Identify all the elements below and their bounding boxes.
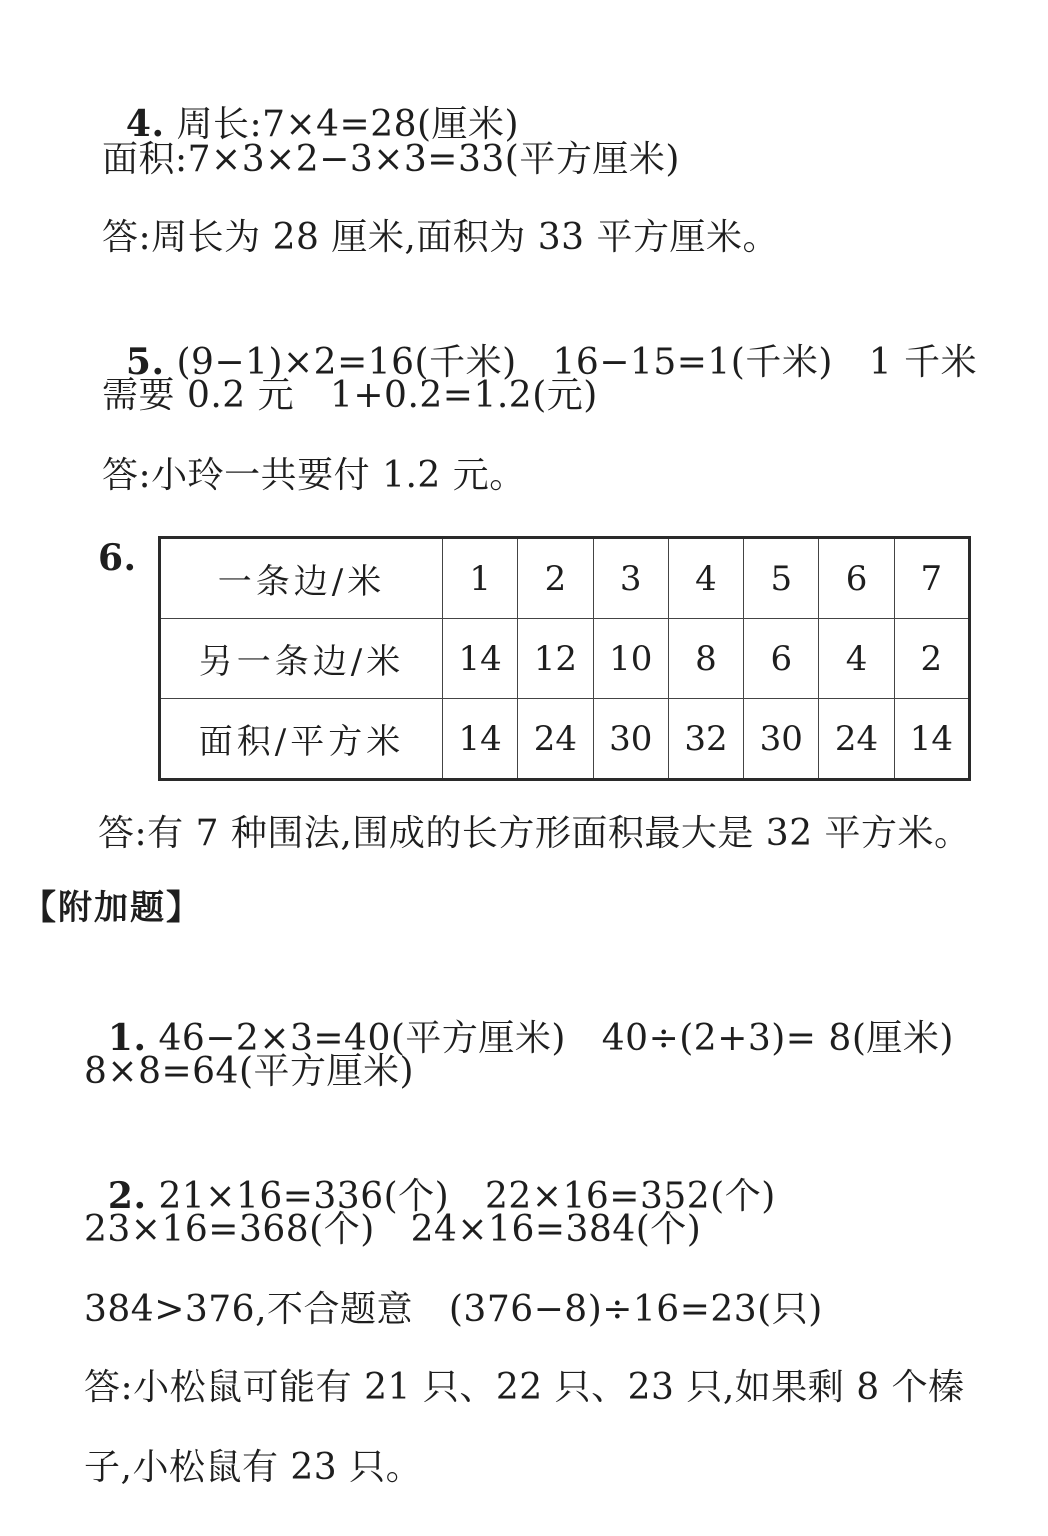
table-cell: 2 xyxy=(518,538,593,619)
extra-q2-calc: 21×16=336(个) 22×16=352(个) xyxy=(158,1176,776,1217)
table-cell: 30 xyxy=(593,699,668,780)
table-row xyxy=(160,699,970,780)
q5-number: 5. xyxy=(125,341,165,383)
row-label: 面积/平方米 xyxy=(160,699,443,780)
row-label: 另一条边/米 xyxy=(160,619,443,699)
table-cell: 14 xyxy=(443,619,518,699)
table-cell: 14 xyxy=(894,699,969,780)
extra-q1-line1 xyxy=(84,972,954,1061)
extra-q1-number: 1. xyxy=(107,1017,147,1059)
table-cell: 8 xyxy=(668,619,743,699)
table-cell: 5 xyxy=(744,538,819,619)
table-cell: 30 xyxy=(744,699,819,780)
table-cell: 2 xyxy=(894,619,969,699)
table-cell: 10 xyxy=(593,619,668,699)
q4-area: 面积:7×3×2−3×3=33(平方厘米) xyxy=(102,139,680,180)
table-cell: 12 xyxy=(518,619,593,699)
extra-q1-line2: 8×8=64(平方厘米) xyxy=(84,1051,415,1092)
extra-q1-calc: 46−2×3=40(平方厘米) 40÷(2+3)= 8(厘米) xyxy=(158,1018,954,1059)
q6-answer: 答:有 7 种围法,围成的长方形面积最大是 32 平方米。 xyxy=(98,813,971,854)
q6-table xyxy=(158,536,971,781)
table-cell: 4 xyxy=(819,619,894,699)
extra-q2-line1 xyxy=(84,1130,776,1219)
extra-q2-answer-line1: 答:小松鼠可能有 21 只、22 只、23 只,如果剩 8 个榛 xyxy=(84,1367,965,1408)
table-row xyxy=(160,619,970,699)
q5-answer: 答:小玲一共要付 1.2 元。 xyxy=(102,455,526,496)
extra-q2-line3: 384>376,不合题意 (376−8)÷16=23(只) xyxy=(84,1289,823,1330)
table-cell: 14 xyxy=(443,699,518,780)
table-cell: 24 xyxy=(518,699,593,780)
table-cell: 24 xyxy=(819,699,894,780)
table-cell: 6 xyxy=(819,538,894,619)
q5-calc: (9−1)×2=16(千米) 16−15=1(千米) 1 千米 xyxy=(176,342,978,383)
table-row xyxy=(160,538,970,619)
table-cell: 4 xyxy=(668,538,743,619)
extra-q2-number: 2. xyxy=(107,1175,147,1217)
extra-q2-answer-line2: 子,小松鼠有 23 只。 xyxy=(84,1447,423,1488)
q4-number: 4. xyxy=(125,103,165,145)
row-label: 一条边/米 xyxy=(160,538,443,619)
extra-q2-line2: 23×16=368(个) 24×16=384(个) xyxy=(84,1209,702,1250)
table-cell: 1 xyxy=(443,538,518,619)
q5-line2: 需要 0.2 元 1+0.2=1.2(元) xyxy=(102,375,598,416)
table-cell: 6 xyxy=(744,619,819,699)
table-cell: 32 xyxy=(668,699,743,780)
q5-line1 xyxy=(102,296,977,385)
q4-answer: 答:周长为 28 厘米,面积为 33 平方厘米。 xyxy=(102,217,779,258)
extra-section-title: 【附加题】 xyxy=(22,888,202,928)
table-cell: 3 xyxy=(593,538,668,619)
q6-number: 6. xyxy=(98,537,137,579)
q4-line1 xyxy=(102,58,519,147)
table-cell: 7 xyxy=(894,538,969,619)
q4-perimeter: 周长:7×4=28(厘米) xyxy=(176,104,520,145)
